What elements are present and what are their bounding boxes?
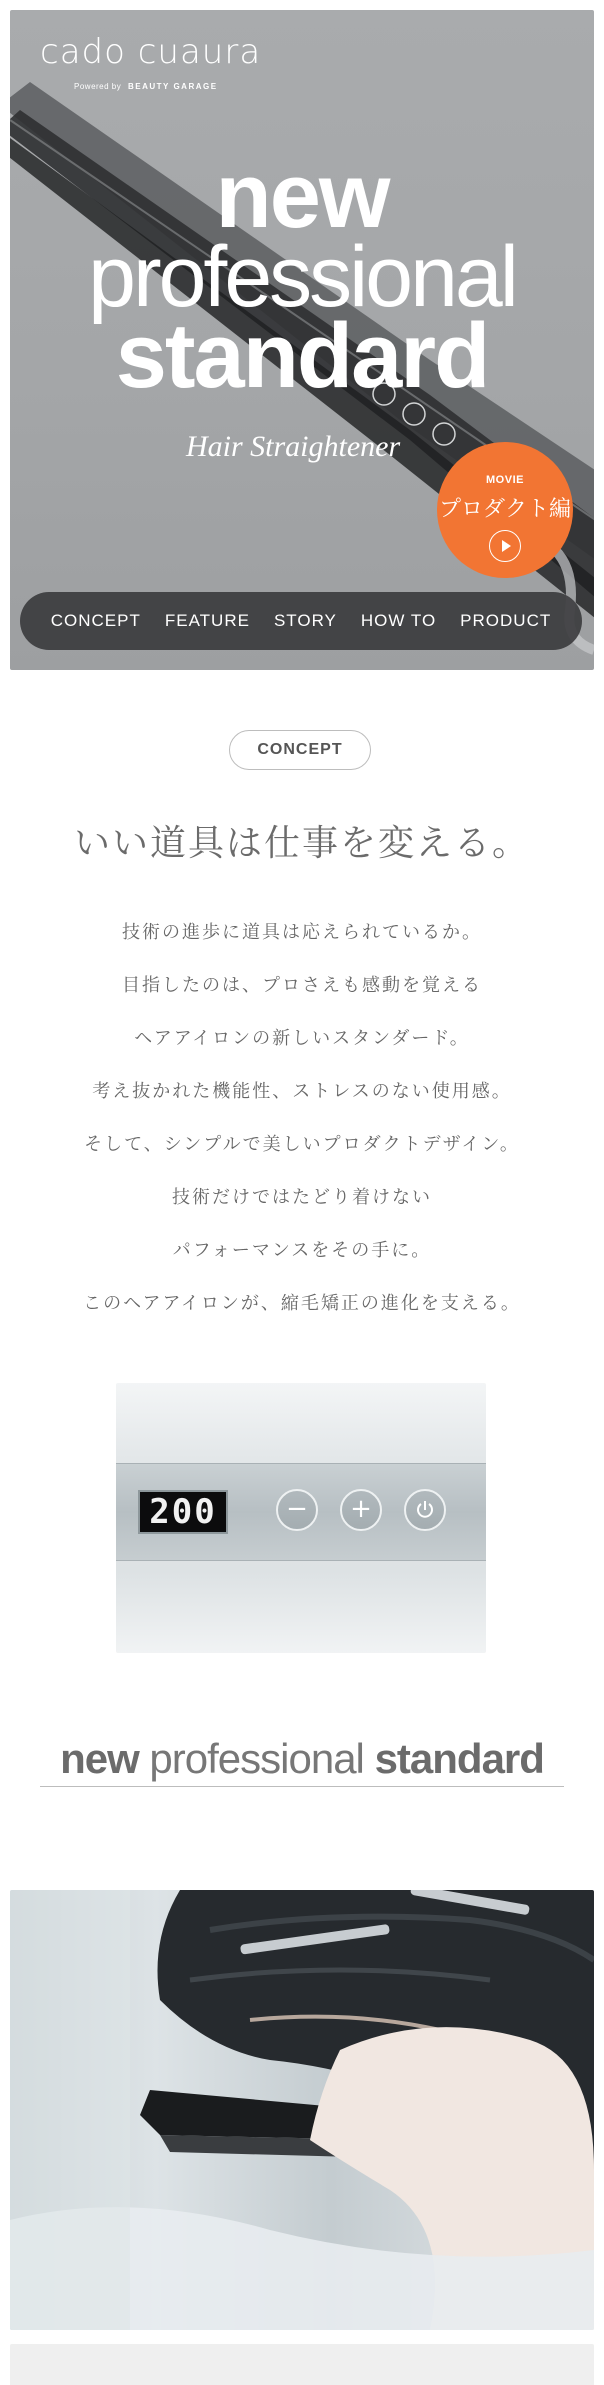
next-section-card (10, 2344, 594, 2385)
tagline-word-new: new (60, 1735, 139, 1782)
divider (40, 1786, 564, 1787)
hero-title-new: new (215, 145, 389, 247)
hair-styling-photo (10, 1890, 594, 2330)
concept-line: そして、シンプルで美しいプロダクトデザイン。 (84, 1134, 520, 1155)
hero-title-standard: standard (115, 305, 489, 407)
play-icon (489, 530, 521, 562)
minus-icon: − (276, 1489, 318, 1531)
powered-by-label: Powered by (74, 82, 122, 91)
partner-logo: BEAUTY GARAGE (127, 82, 218, 91)
control-panel-strip (116, 1463, 486, 1561)
hair-styling-illustration (10, 1890, 594, 2330)
concept-line: ヘアアイロンの新しいスタンダード。 (134, 1028, 470, 1049)
movie-label: MOVIE (486, 474, 524, 486)
concept-line: 考え抜かれた機能性、ストレスのない使用感。 (92, 1081, 512, 1102)
plus-icon: + (340, 1489, 382, 1531)
concept-line: パフォーマンスをその手に。 (172, 1240, 432, 1261)
nav-item-how-to[interactable]: HOW TO (360, 611, 437, 630)
power-icon (404, 1489, 446, 1531)
concept-heading: いい道具は仕事を変える。 (73, 823, 530, 864)
movie-button[interactable] (437, 442, 573, 578)
concept-badge: CONCEPT (229, 730, 371, 770)
concept-line: 技術の進歩に道具は応えられているか。 (122, 922, 482, 943)
powered-by (74, 82, 218, 91)
movie-title: プロダクト編 (438, 497, 571, 522)
brand-logo[interactable]: cado cuaura (40, 32, 262, 72)
control-panel-image (116, 1383, 486, 1653)
nav-item-concept[interactable]: CONCEPT (50, 611, 141, 630)
nav-item-feature[interactable]: FEATURE (164, 611, 250, 630)
tagline-word-standard: standard (374, 1735, 544, 1782)
hero-title-professional: professional (88, 229, 516, 325)
concept-line: 目指したのは、プロさえも感動を覚える (122, 975, 482, 996)
concept-line: このヘアアイロンが、縮毛矯正の進化を支える。 (83, 1293, 521, 1314)
concept-line: 技術だけではたどり着けない (172, 1187, 432, 1208)
nav-item-product[interactable]: PRODUCT (460, 611, 552, 630)
hero-section (10, 10, 594, 670)
tagline-word-professional: professional (149, 1735, 364, 1782)
temperature-display: 200 (138, 1490, 228, 1534)
main-nav (20, 592, 582, 650)
hero-subtitle: Hair Straightener (186, 430, 401, 463)
tagline-wordmark (0, 1735, 604, 1783)
nav-item-story[interactable]: STORY (273, 611, 337, 630)
